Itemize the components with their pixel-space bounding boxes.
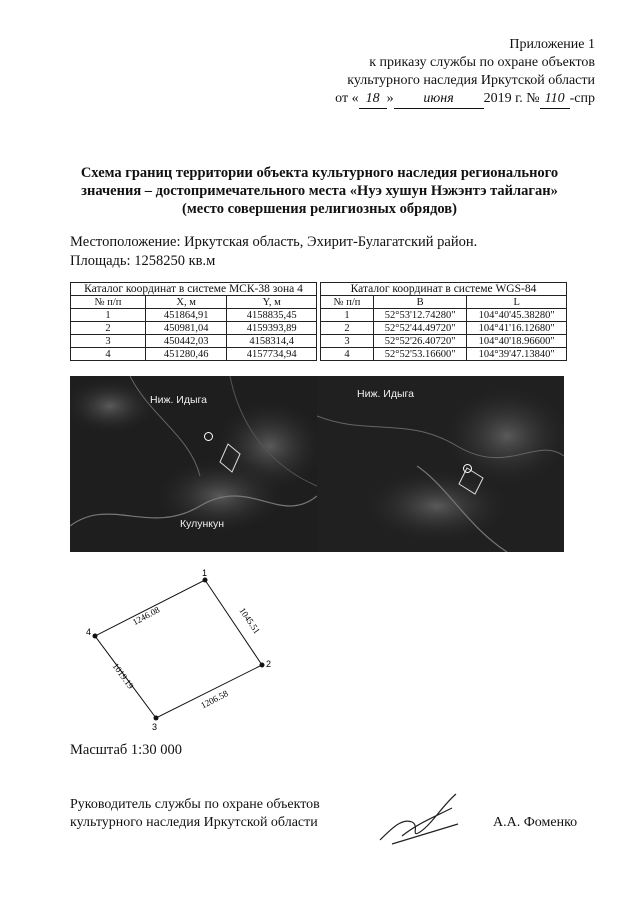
order-ref-line: к приказу службы по охране объектов — [369, 55, 595, 70]
edge-length-label: 1045.51 — [237, 605, 263, 636]
boundary-point-icon — [154, 716, 159, 721]
table-cell: 52°53'12.74280" — [374, 309, 467, 322]
area-text: Площадь: 1258250 кв.м — [70, 253, 216, 269]
table-cell: 52°52'26.40720" — [374, 335, 467, 348]
signatory-title: культурного наследия Иркутской области — [70, 815, 318, 830]
edge-length-label: 1246.08 — [130, 604, 162, 628]
date-year: 2019 г. № — [483, 91, 540, 106]
table-caption: Каталог координат в системе МСК-38 зона 4 — [71, 283, 317, 296]
table-row — [321, 309, 567, 322]
edge-length-label: 1019.19 — [110, 661, 136, 691]
table-cell: 451864,91 — [146, 309, 227, 322]
coord-table-wgs — [320, 282, 567, 361]
table-cell: 3 — [321, 335, 374, 348]
coord-table-msk — [70, 282, 317, 361]
appendix-label: Приложение 1 — [509, 37, 595, 52]
table-cell: 1 — [71, 309, 146, 322]
handwritten-signature — [372, 788, 462, 848]
site-marker-icon — [463, 464, 472, 473]
satellite-map-left — [70, 376, 317, 552]
boundary-scheme — [80, 565, 280, 735]
table-cell: 52°52'53.16600" — [374, 348, 467, 361]
point-label: 2 — [266, 659, 272, 669]
edge-length-label: 1206.58 — [199, 688, 230, 711]
table-cell: 104°40'18.96600" — [467, 335, 567, 348]
table-header: B — [374, 296, 467, 309]
location-text: Местоположение: Иркутская область, Эхирит-Булагатский район. — [70, 234, 478, 250]
map-label-village: Ниж. Идыга — [357, 388, 414, 400]
table-cell: 4158314,4 — [227, 335, 317, 348]
table-header: Y, м — [227, 296, 317, 309]
scale-text: Масштаб 1:30 000 — [70, 742, 183, 758]
satellite-map-right — [317, 376, 564, 552]
table-caption: Каталог координат в системе WGS-84 — [321, 283, 567, 296]
table-header: L — [467, 296, 567, 309]
table-cell: 4157734,94 — [227, 348, 317, 361]
title-line: (место совершения религиозных обрядов) — [182, 201, 457, 217]
table-row — [71, 309, 317, 322]
table-cell: 52°52'44.49720" — [374, 322, 467, 335]
satellite-texture — [317, 376, 564, 552]
order-number: 110 — [540, 90, 570, 109]
order-date-line — [335, 90, 595, 109]
title-line: Схема границ территории объекта культурного наследия регионального — [80, 165, 559, 181]
point-label: 1 — [202, 568, 208, 578]
title-line: значения – достопримечательного места «Нуэ хушун Нэжэнтэ тайлаган» — [81, 183, 558, 199]
date-mid: » — [386, 91, 394, 106]
boundary-polygon — [95, 580, 262, 718]
table-header: X, м — [146, 296, 227, 309]
document-title — [0, 164, 639, 218]
boundary-point-icon — [203, 578, 208, 583]
table-row — [321, 335, 567, 348]
table-cell: 450442,03 — [146, 335, 227, 348]
point-label: 3 — [152, 722, 158, 732]
table-cell: 104°39'47.13840" — [467, 348, 567, 361]
table-row — [71, 335, 317, 348]
point-label: 4 — [86, 627, 92, 637]
table-header: № п/п — [321, 296, 374, 309]
table-cell: 104°40'45.38280" — [467, 309, 567, 322]
table-cell: 1 — [321, 309, 374, 322]
table-cell: 2 — [71, 322, 146, 335]
table-cell: 4159393,89 — [227, 322, 317, 335]
table-cell: 4 — [71, 348, 146, 361]
table-cell: 450981,04 — [146, 322, 227, 335]
boundary-point-icon — [260, 663, 265, 668]
table-cell: 451280,46 — [146, 348, 227, 361]
signatory-title: Руководитель службы по охране объектов — [70, 797, 320, 812]
table-row — [321, 322, 567, 335]
table-cell: 4 — [321, 348, 374, 361]
map-label-village: Ниж. Идыга — [150, 394, 207, 406]
date-month: июня — [394, 90, 484, 109]
number-suffix: -спр — [569, 91, 595, 106]
table-cell: 4158835,45 — [227, 309, 317, 322]
table-cell: 104°41'16.12680" — [467, 322, 567, 335]
table-row — [71, 348, 317, 361]
date-prefix: от « — [335, 91, 359, 106]
table-cell: 3 — [71, 335, 146, 348]
table-row — [321, 348, 567, 361]
table-header: № п/п — [71, 296, 146, 309]
boundary-point-icon — [93, 634, 98, 639]
table-row — [71, 322, 317, 335]
order-ref-line: культурного наследия Иркутской области — [347, 73, 595, 88]
table-cell: 2 — [321, 322, 374, 335]
map-label-village: Кулункун — [180, 518, 225, 530]
site-marker-icon — [204, 432, 213, 441]
date-day: 18 — [359, 90, 387, 109]
signatory-name: А.А. Фоменко — [493, 815, 578, 830]
